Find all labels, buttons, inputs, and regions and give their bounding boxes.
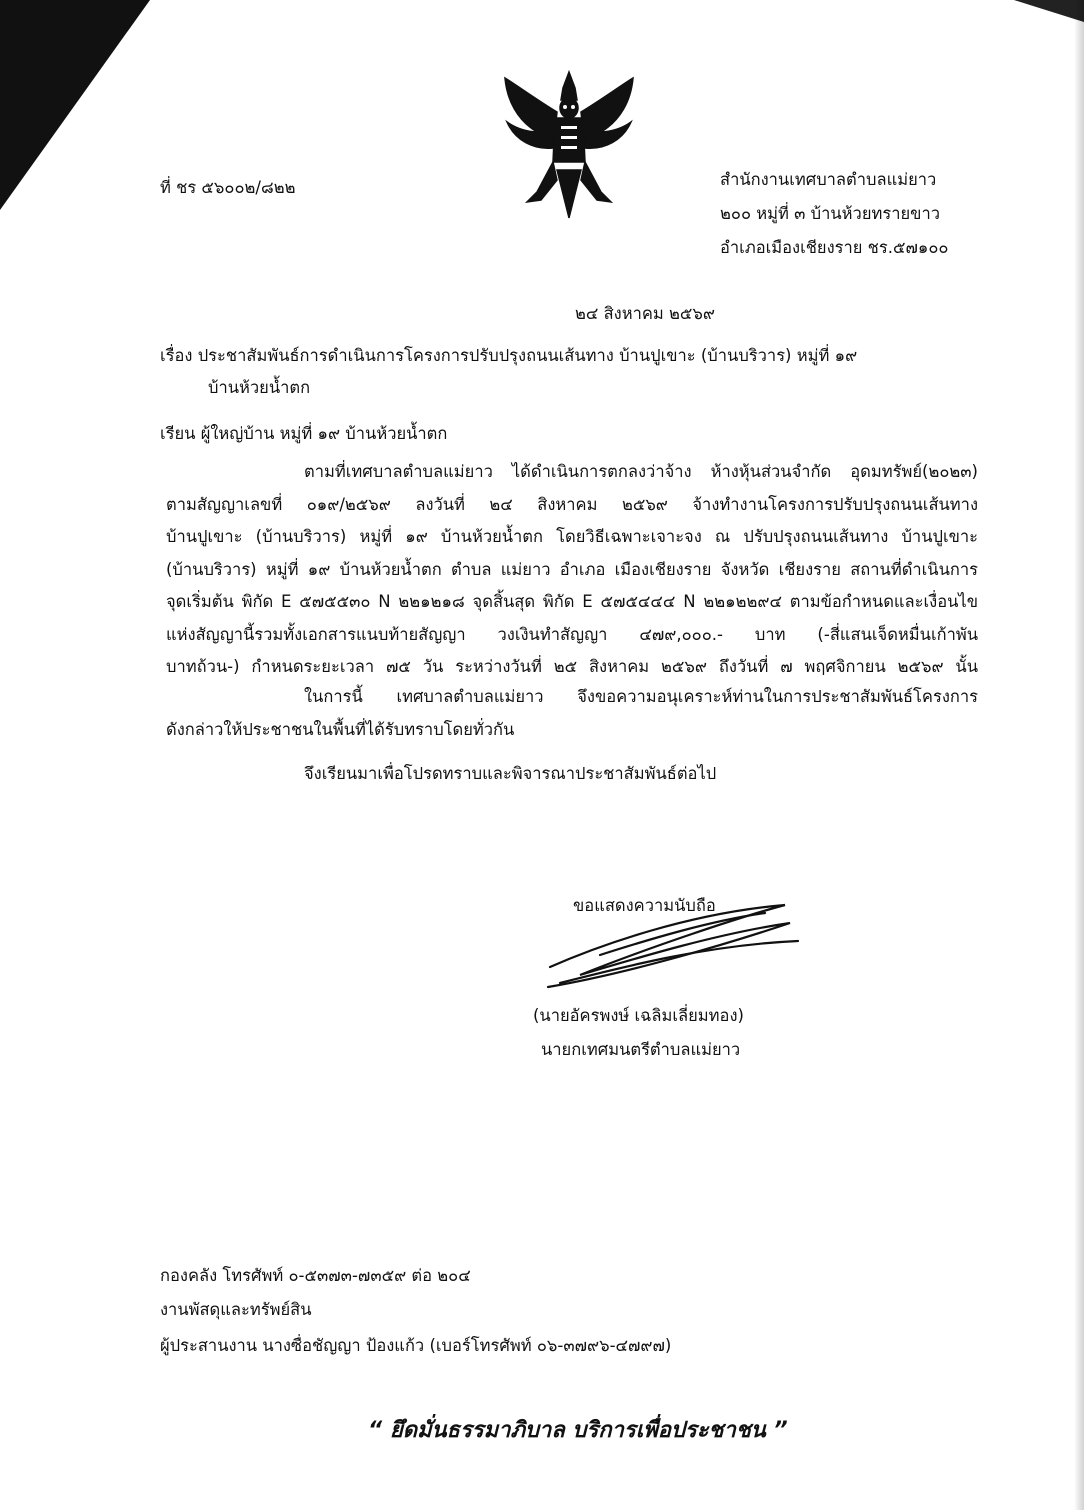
office-name: สำนักงานเทศบาลตำบลแม่ยาว	[720, 170, 937, 189]
reference-number: ที่ ชร ๕๖๐๐๒/๘๒๒	[160, 178, 296, 197]
paragraph-line: แห่งสัญญานี้รวมทั้งเอกสารแนบท้ายสัญญา วงเงินทำสัญญา ๔๗๙,๐๐๐.- บาท (-สี่แสนเจ็ดหมื่นเก้าพัน	[166, 624, 978, 644]
motto: “ ยึดมั่นธรรมาภิบาล บริการเพื่อประชาชน ”	[368, 1418, 788, 1443]
paragraph-line: ตามสัญญาเลขที่ ๐๑๙/๒๕๖๙ ลงวันที่ ๒๔ สิงหาคม ๒๕๖๙ จ้างทำงานโครงการปรับปรุงถนนเส้นทาง	[166, 494, 978, 514]
signer-title: นายกเทศมนตรีตำบลแม่ยาว	[541, 1040, 741, 1059]
footer-section: งานพัสดุและทรัพย์สิน	[160, 1300, 312, 1319]
paragraph-line: ดังกล่าวให้ประชาชนในพื้นที่ได้รับทราบโดยทั่วกัน	[166, 719, 515, 739]
closing-line: จึงเรียนมาเพื่อโปรดทราบและพิจารณาประชาสัมพันธ์ต่อไป	[304, 764, 717, 783]
signature-greeting: ขอแสดงความนับถือ	[573, 896, 716, 915]
paragraph-line: บ้านปูเขาะ (บ้านบริวาร) หมู่ที่ ๑๙ บ้านห้วยน้ำตก โดยวิธีเฉพาะเจาะจง ณ ปรับปรุงถนนเส้นทาง บ้านปูเขาะ	[166, 527, 978, 546]
scan-corner-shadow-left	[0, 0, 150, 210]
body-paragraph-1	[166, 456, 978, 684]
scan-edge-shadow	[1074, 0, 1084, 1510]
footer-coordinator: ผู้ประสานงาน นางซื่อชัญญา ป้องแก้ว (เบอร์โทรศัพท์ ๐๖-๓๗๙๖-๔๗๙๗)	[160, 1336, 672, 1355]
footer-department: กองคลัง โทรศัพท์ ๐-๕๓๗๓-๗๓๕๙ ต่อ ๒๐๔	[160, 1266, 471, 1285]
paragraph-line: ตามที่เทศบาลตำบลแม่ยาว ได้ดำเนินการตกลงว่าจ้าง ห้างหุ้นส่วนจำกัด อุดมทรัพย์(๒๐๒๓)	[304, 462, 978, 481]
garuda-emblem-icon	[497, 70, 641, 220]
document-date: ๒๔ สิงหาคม ๒๕๖๙	[575, 304, 715, 323]
office-address-line: ๒๐๐ หมู่ที่ ๓ บ้านห้วยทรายขาว	[720, 204, 940, 223]
paragraph-line: (บ้านบริวาร) หมู่ที่ ๑๙ บ้านห้วยน้ำตก ตำบล แม่ยาว อำเภอ เมืองเชียงราย จังหวัด เชียงราย สถานที่ดำเนินการ	[166, 559, 978, 579]
body-paragraph-2	[166, 681, 978, 746]
recipient-line: เรียน ผู้ใหญ่บ้าน หมู่ที่ ๑๙ บ้านห้วยน้ำตก	[160, 424, 448, 443]
paragraph-line: ในการนี้ เทศบาลตำบลแม่ยาว จึงขอความอนุเคราะห์ท่านในการประชาสัมพันธ์โครงการ	[304, 687, 978, 706]
subject-line: เรื่อง ประชาสัมพันธ์การดำเนินการโครงการปรับปรุงถนนเส้นทาง บ้านปูเขาะ (บ้านบริวาร) หมู่ที่ ๑๙	[160, 346, 858, 365]
office-address-district: อำเภอเมืองเชียงราย ชร.๕๗๑๐๐	[720, 238, 949, 257]
subject-line-continued: บ้านห้วยน้ำตก	[208, 378, 311, 397]
signer-name: (นายอัครพงษ์ เฉลิมเลี่ยมทอง)	[533, 1006, 744, 1025]
paragraph-line: จุดเริ่มต้น พิกัด E ๕๗๕๕๓๐ N ๒๒๑๒๑๘ จุดสิ้นสุด พิกัด E ๕๗๕๔๔๔ N ๒๒๑๒๒๙๔ ตามข้อกำหนดและเงื่อนไข	[166, 592, 978, 611]
handwritten-signature-icon	[540, 895, 800, 995]
paragraph-line: บาทถ้วน-) กำหนดระยะเวลา ๗๕ วัน ระหว่างวันที่ ๒๕ สิงหาคม ๒๕๖๙ ถึงวันที่ ๗ พฤศจิกายน ๒๕๖๙ นั้น	[166, 657, 978, 676]
